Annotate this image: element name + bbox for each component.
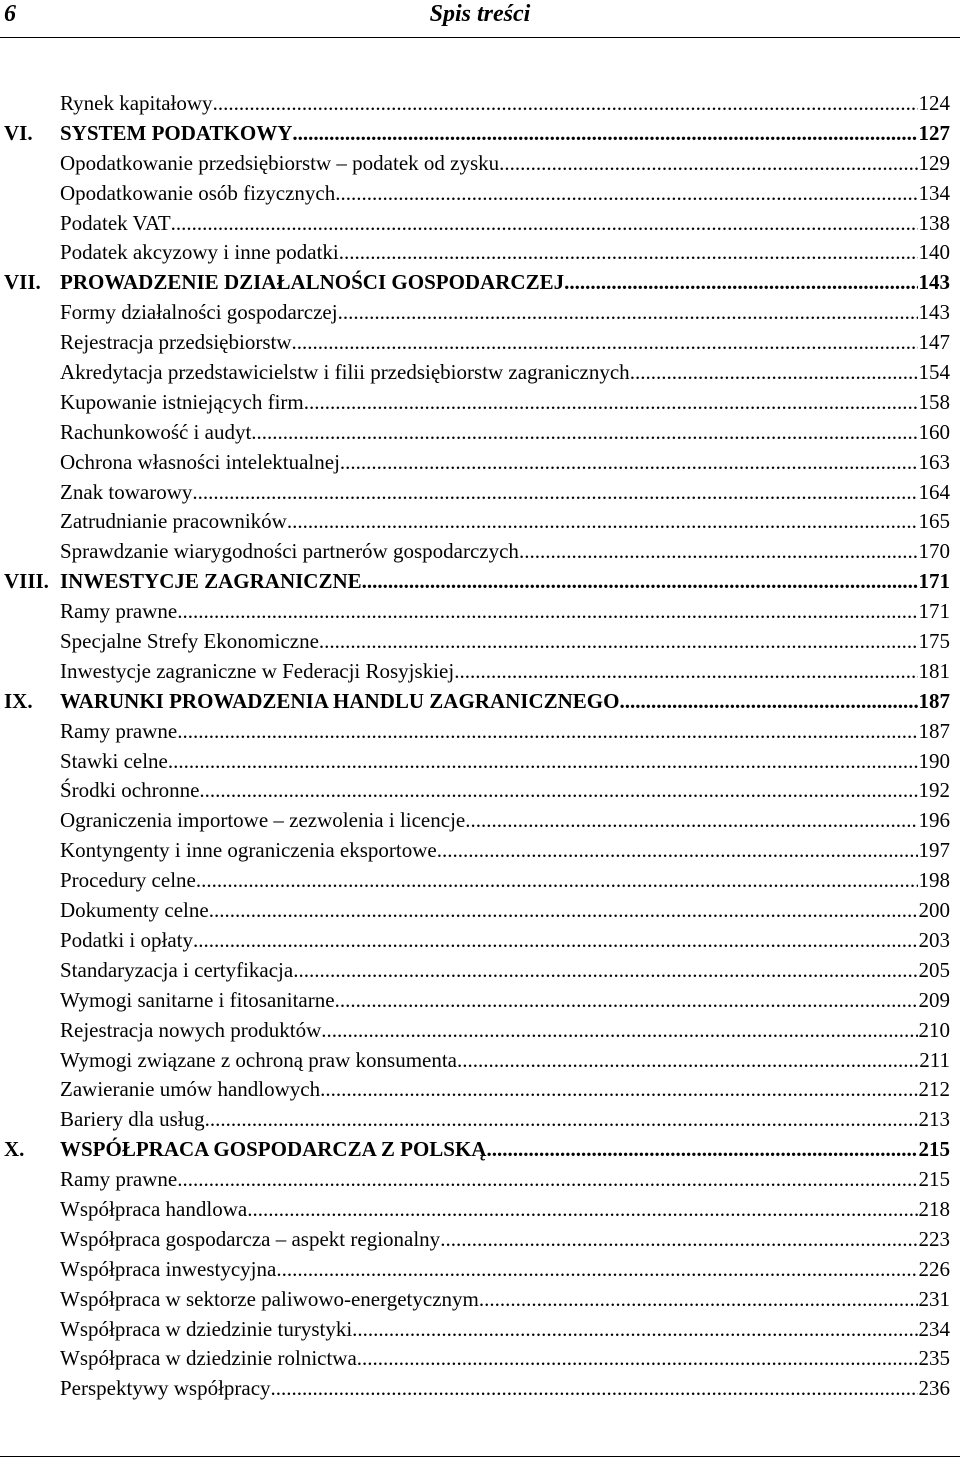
toc-section-row — [0, 298, 960, 328]
toc-section-row — [0, 1344, 960, 1374]
dot-leader — [209, 896, 918, 926]
toc-entry — [60, 866, 950, 896]
dot-leader — [486, 1135, 917, 1165]
dot-leader — [177, 597, 917, 627]
toc-section-row — [0, 328, 960, 358]
toc-section-row — [0, 1016, 960, 1046]
toc-entry-title: WARUNKI PROWADZENIA HANDLU ZAGRANICZNEGO — [60, 688, 620, 713]
toc-entry-title: Ochrona własności intelektualnej — [60, 449, 340, 474]
toc-page-number: 218 — [918, 1196, 950, 1221]
dot-leader — [168, 747, 918, 777]
toc-page-number: 223 — [918, 1226, 950, 1251]
dot-leader — [292, 119, 917, 149]
toc-chapter-number: IX. — [4, 688, 33, 713]
dot-leader — [177, 1165, 917, 1195]
toc-section-row — [0, 238, 960, 268]
dot-leader — [319, 627, 918, 657]
dot-leader — [564, 268, 917, 298]
dot-leader — [247, 1195, 917, 1225]
toc-page-number: 205 — [918, 957, 950, 982]
toc-entry-title: Rynek kapitałowy — [60, 91, 213, 115]
dot-leader — [362, 567, 918, 597]
toc-entry-title: Zatrudnianie pracowników — [60, 509, 287, 534]
toc-entry — [60, 119, 950, 149]
toc-entry — [60, 238, 950, 268]
toc-entry-title: Rachunkowość i audyt — [60, 419, 252, 444]
toc-entry — [60, 1165, 950, 1195]
toc-page-number: 231 — [918, 1286, 950, 1311]
toc-entry — [60, 328, 950, 358]
toc-entry-title: Kupowanie istniejących firm — [60, 389, 304, 414]
toc-entry-title: Specjalne Strefy Ekonomiczne — [60, 629, 319, 654]
dot-leader — [352, 1315, 917, 1345]
toc-entry-title: Ograniczenia importowe – zezwolenia i licencje — [60, 808, 466, 833]
toc-section-row — [0, 866, 960, 896]
toc-entry — [60, 1285, 950, 1315]
dot-leader — [193, 926, 918, 956]
toc-entry-title: Sprawdzanie wiarygodności partnerów gospodarczych — [60, 539, 519, 564]
toc-entry — [60, 1225, 950, 1255]
toc-entry — [60, 448, 950, 478]
dot-leader — [196, 866, 918, 896]
footer-rule — [0, 1456, 960, 1457]
toc-page-number: 198 — [918, 868, 950, 893]
toc-page-number: 200 — [918, 898, 950, 923]
toc-page-number: 164 — [918, 479, 950, 504]
toc-section-row — [0, 478, 960, 508]
table-of-contents — [0, 89, 960, 1404]
toc-page-number: 160 — [918, 419, 950, 444]
toc-entry — [60, 776, 950, 806]
toc-entry-title: Współpraca w dziedzinie rolnictwa — [60, 1346, 357, 1371]
toc-page-number: 129 — [918, 150, 950, 175]
toc-entry — [60, 1105, 950, 1135]
toc-chapter-number: VII. — [4, 270, 41, 295]
toc-entry-title: Wymogi związane z ochroną praw konsumenta — [60, 1047, 458, 1072]
dot-leader — [339, 238, 918, 268]
toc-entry — [60, 478, 950, 508]
toc-section-row — [0, 926, 960, 956]
toc-page-number: 192 — [918, 778, 950, 803]
toc-page-number: 215 — [918, 1167, 950, 1192]
toc-page-number: 203 — [918, 927, 950, 952]
dot-leader — [357, 1344, 918, 1374]
toc-entry-title: Ramy prawne — [60, 718, 178, 743]
toc-section-row — [0, 1285, 960, 1315]
toc-entry-title: Opodatkowanie przedsiębiorstw – podatek od zysku — [60, 150, 500, 175]
toc-section-row — [0, 1046, 960, 1076]
toc-page-number: 127 — [918, 120, 950, 145]
toc-page-number: 147 — [918, 330, 950, 355]
toc-entry — [60, 1195, 950, 1225]
toc-chapter-number: VIII. — [4, 569, 49, 594]
toc-entry — [60, 567, 950, 597]
toc-section-row — [0, 896, 960, 926]
toc-entry-title: Wymogi sanitarne i fitosanitarne — [60, 987, 335, 1012]
toc-entry-title: Podatki i opłaty — [60, 927, 193, 952]
toc-section-row — [0, 836, 960, 866]
toc-page-number: 143 — [918, 270, 950, 295]
toc-entry-title: Współpraca gospodarcza – aspekt regionalny — [60, 1226, 441, 1251]
toc-entry-title: Ramy prawne — [60, 599, 178, 624]
toc-page-number: 226 — [918, 1256, 950, 1281]
toc-section-row — [0, 448, 960, 478]
toc-chapter-row — [0, 268, 960, 298]
toc-entry-title: Perspektywy współpracy — [60, 1376, 271, 1401]
toc-section-row — [0, 388, 960, 418]
dot-leader — [630, 358, 918, 388]
toc-page-number: 235 — [918, 1346, 950, 1371]
toc-entry — [60, 1046, 950, 1076]
toc-entry — [60, 1255, 950, 1285]
dot-leader — [437, 836, 918, 866]
toc-entry — [60, 179, 950, 209]
toc-entry-title: Inwestycje zagraniczne w Federacji Rosyjskiej — [60, 658, 455, 683]
toc-page-number: 196 — [918, 808, 950, 833]
dot-leader — [276, 1255, 917, 1285]
toc-entry — [60, 418, 950, 448]
toc-section-row — [0, 1105, 960, 1135]
toc-section-row — [0, 597, 960, 627]
toc-page-number: 124 — [918, 91, 950, 115]
header-rule — [0, 37, 960, 38]
toc-entry — [60, 268, 950, 298]
toc-entry — [60, 507, 950, 537]
toc-section-row — [0, 358, 960, 388]
dot-leader — [321, 1016, 917, 1046]
toc-entry-title: INWESTYCJE ZAGRANICZNE — [60, 569, 362, 594]
toc-page-number: 143 — [918, 300, 950, 325]
toc-section-row — [0, 806, 960, 836]
toc-page-number: 234 — [918, 1316, 950, 1341]
dot-leader — [293, 956, 917, 986]
toc-section-row — [0, 1195, 960, 1225]
toc-entry-title: Procedury celne — [60, 868, 196, 893]
toc-entry-title: Standaryzacja i certyfikacja — [60, 957, 294, 982]
toc-section-row — [0, 149, 960, 179]
dot-leader — [619, 687, 917, 717]
toc-entry-title: Współpraca w sektorze paliwowo-energetycznym — [60, 1286, 479, 1311]
toc-entry-title: WSPÓŁPRACA GOSPODARCZA Z POLSKĄ — [60, 1137, 487, 1162]
toc-entry — [60, 209, 950, 239]
toc-page-number: 215 — [918, 1137, 950, 1162]
toc-entry — [60, 926, 950, 956]
page-header — [0, 0, 960, 40]
dot-leader — [335, 986, 918, 1016]
dot-leader — [465, 806, 917, 836]
toc-chapter-row — [0, 687, 960, 717]
toc-page-number: 134 — [918, 180, 950, 205]
toc-entry — [60, 1075, 950, 1105]
toc-entry — [60, 717, 950, 747]
toc-section-row — [0, 986, 960, 1016]
toc-page-number: 187 — [918, 688, 950, 713]
toc-entry-title: Rejestracja nowych produktów — [60, 1017, 322, 1042]
toc-entry — [60, 956, 950, 986]
toc-entry-title: PROWADZENIE DZIAŁALNOŚCI GOSPODARCZEJ — [60, 270, 565, 295]
toc-section-row — [0, 1075, 960, 1105]
toc-entry — [60, 388, 950, 418]
toc-page-number: 209 — [918, 987, 950, 1012]
toc-entry-title: Środki ochronne — [60, 778, 200, 803]
toc-section-row — [0, 418, 960, 448]
toc-entry — [60, 747, 950, 777]
toc-entry — [60, 687, 950, 717]
toc-chapter-number: VI. — [4, 120, 33, 145]
toc-entry — [60, 1135, 950, 1165]
toc-page-number: 171 — [918, 569, 950, 594]
toc-section-row — [0, 717, 960, 747]
dot-leader — [454, 657, 917, 687]
dot-leader — [479, 1285, 918, 1315]
toc-page-number: 163 — [918, 449, 950, 474]
toc-entry — [60, 1344, 950, 1374]
toc-page-number: 190 — [918, 748, 950, 773]
dot-leader — [304, 388, 918, 418]
toc-section-row — [0, 657, 960, 687]
toc-entry — [60, 806, 950, 836]
toc-entry-title: Opodatkowanie osób fizycznych — [60, 180, 336, 205]
toc-page-number: 140 — [918, 240, 950, 265]
toc-entry — [60, 298, 950, 328]
toc-entry — [60, 1374, 950, 1404]
running-title: Spis treści — [429, 1, 531, 27]
toc-entry-title: Rejestracja przedsiębiorstw — [60, 330, 292, 355]
toc-page-number: 138 — [918, 210, 950, 235]
toc-page-number: 181 — [918, 658, 950, 683]
toc-section-row — [0, 209, 960, 239]
toc-entry — [60, 1016, 950, 1046]
toc-section-row — [0, 1225, 960, 1255]
toc-page-number: 210 — [918, 1017, 950, 1042]
dot-leader — [499, 149, 917, 179]
toc-entry-title: Współpraca handlowa — [60, 1196, 248, 1221]
toc-entry-title: Stawki celne — [60, 748, 168, 773]
toc-entry — [60, 358, 950, 388]
dot-leader — [171, 209, 918, 239]
toc-entry — [60, 896, 950, 926]
toc-page-number: 171 — [918, 599, 950, 624]
toc-entry-title: Współpraca inwestycyjna — [60, 1256, 277, 1281]
toc-entry — [60, 627, 950, 657]
dot-leader — [340, 448, 918, 478]
toc-section-row — [0, 537, 960, 567]
dot-leader — [192, 478, 917, 508]
toc-entry — [60, 149, 950, 179]
toc-entry-title: Zawieranie umów handlowych — [60, 1077, 321, 1102]
toc-page-number: 187 — [918, 718, 950, 743]
toc-entry — [60, 89, 950, 119]
toc-page-number: 236 — [918, 1376, 950, 1401]
toc-page-number: 212 — [918, 1077, 950, 1102]
toc-entry-title: Akredytacja przedstawicielstw i filii przedsiębiorstw zagranicznych — [60, 360, 630, 385]
dot-leader — [251, 418, 917, 448]
dot-leader — [287, 507, 918, 537]
dot-leader — [205, 1105, 918, 1135]
toc-page-number: 197 — [918, 838, 950, 863]
toc-chapter-row — [0, 119, 960, 149]
toc-section-row — [0, 956, 960, 986]
toc-entry — [60, 836, 950, 866]
toc-page-number: 165 — [918, 509, 950, 534]
toc-entry — [60, 537, 950, 567]
dot-leader — [440, 1225, 917, 1255]
toc-page-number: 175 — [918, 629, 950, 654]
toc-entry — [60, 986, 950, 1016]
dot-leader — [519, 537, 918, 567]
toc-page-number: 213 — [918, 1107, 950, 1132]
toc-entry-title: SYSTEM PODATKOWY — [60, 120, 293, 145]
dot-leader — [213, 89, 918, 119]
toc-section-row — [0, 1255, 960, 1285]
toc-chapter-row — [0, 567, 960, 597]
toc-entry — [60, 1315, 950, 1345]
toc-section-row — [0, 507, 960, 537]
toc-entry-title: Bariery dla usług — [60, 1107, 205, 1132]
toc-entry-title: Ramy prawne — [60, 1167, 178, 1192]
toc-entry-title: Formy działalności gospodarczej — [60, 300, 338, 325]
dot-leader — [199, 776, 917, 806]
toc-section-row — [0, 627, 960, 657]
toc-entry-title: Podatek VAT — [60, 210, 171, 235]
page-number: 6 — [4, 1, 16, 27]
dot-leader — [271, 1374, 918, 1404]
toc-page-number: 158 — [918, 389, 950, 414]
dot-leader — [335, 179, 917, 209]
toc-entry-title: Podatek akcyzowy i inne podatki — [60, 240, 339, 265]
toc-chapter-row — [0, 1135, 960, 1165]
toc-page-number: 211 — [919, 1047, 950, 1072]
toc-section-row — [0, 747, 960, 777]
dot-leader — [338, 298, 918, 328]
toc-entry-title: Znak towarowy — [60, 479, 193, 504]
toc-entry — [60, 597, 950, 627]
toc-entry-title: Współpraca w dziedzinie turystyki — [60, 1316, 353, 1341]
toc-section-row — [0, 89, 960, 119]
dot-leader — [292, 328, 918, 358]
toc-section-row — [0, 776, 960, 806]
toc-page-number: 170 — [918, 539, 950, 564]
dot-leader — [457, 1046, 918, 1076]
dot-leader — [177, 717, 917, 747]
toc-entry-title: Dokumenty celne — [60, 898, 209, 923]
dot-leader — [320, 1075, 917, 1105]
toc-chapter-number: X. — [4, 1137, 25, 1162]
toc-section-row — [0, 179, 960, 209]
toc-section-row — [0, 1374, 960, 1404]
toc-entry — [60, 657, 950, 687]
toc-section-row — [0, 1315, 960, 1345]
toc-entry-title: Kontyngenty i inne ograniczenia eksportowe — [60, 838, 437, 863]
toc-section-row — [0, 1165, 960, 1195]
toc-page-number: 154 — [918, 360, 950, 385]
